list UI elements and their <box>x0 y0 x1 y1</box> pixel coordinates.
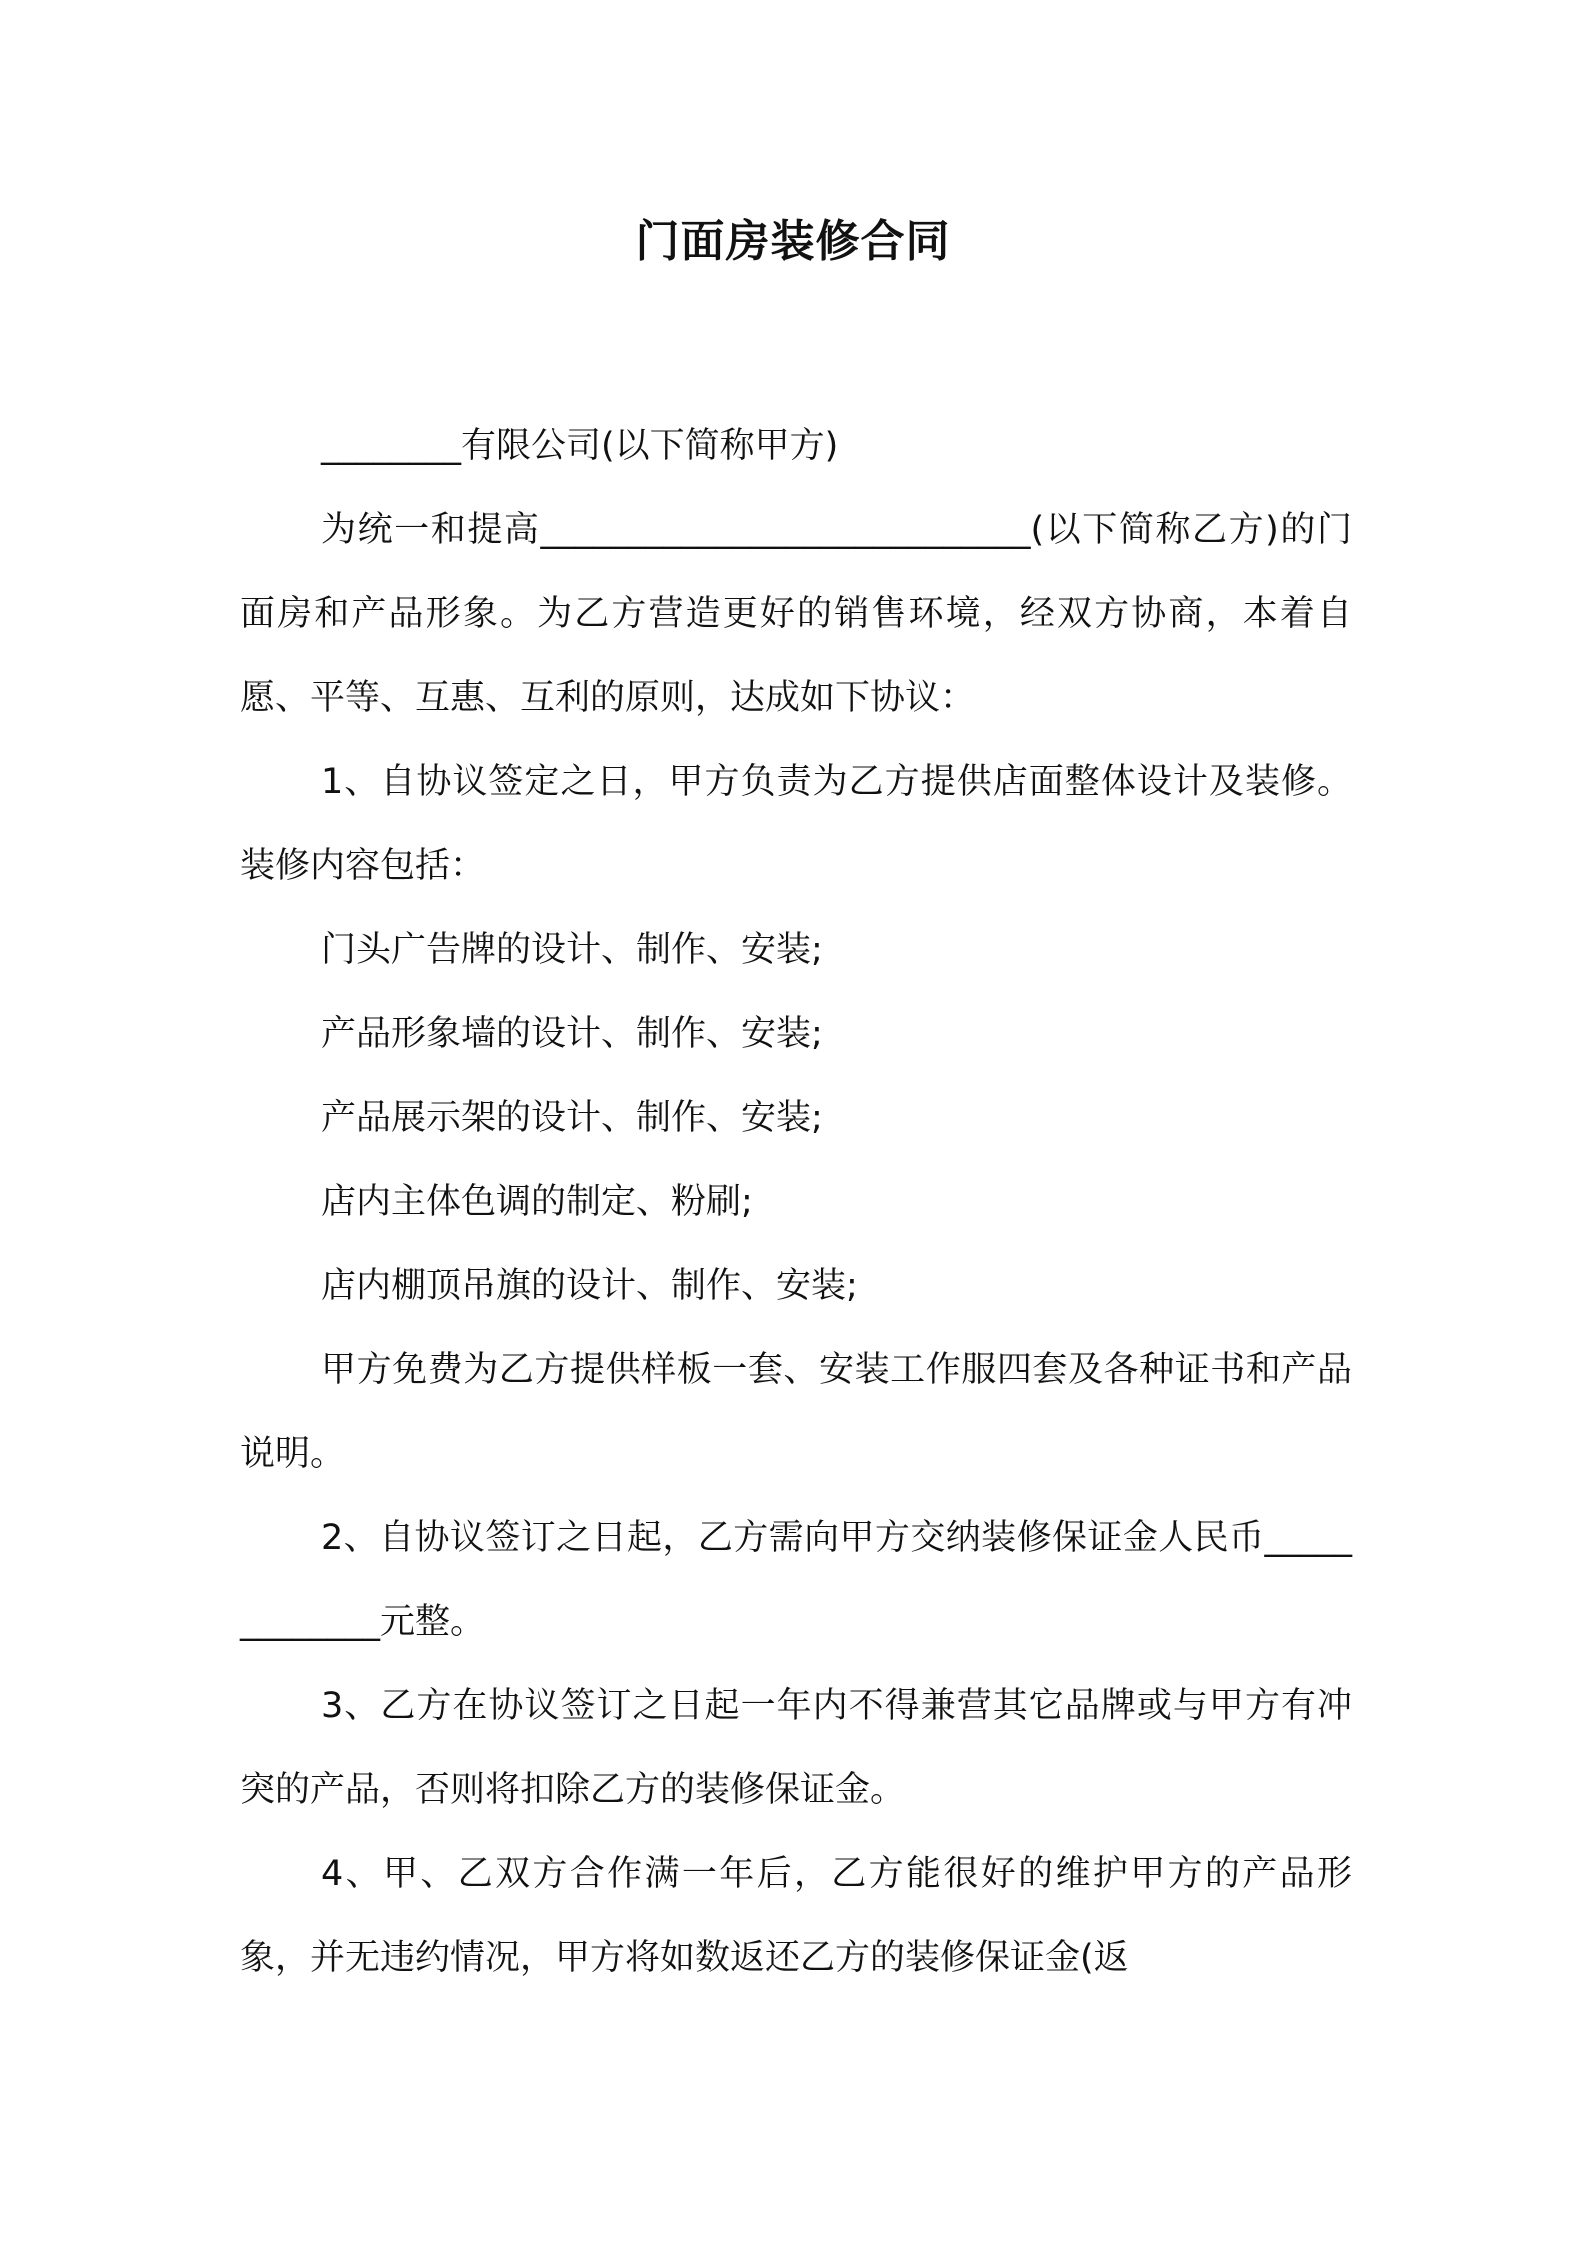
list-item-ceiling-flags: 店内棚顶吊旗的设计、制作、安装; <box>321 1266 858 1306</box>
list-item-display-rack: 产品展示架的设计、制作、安装; <box>321 1098 823 1138</box>
paragraph-clause-2: 2、自协议签订之日起，乙方需向甲方交纳装修保证金人民币_____________元整。 <box>240 1518 1352 1642</box>
paragraph-clause-3: 3、乙方在协议签订之日起一年内不得兼营其它品牌或与甲方有冲突的产品，否则将扣除乙方的装修保证金。 <box>240 1686 1352 1810</box>
paragraph-free-samples: 甲方免费为乙方提供样板一套、安装工作服四套及各种证书和产品说明。 <box>240 1350 1352 1474</box>
paragraph-party-a: ________有限公司(以下简称甲方) <box>321 426 839 466</box>
paragraph-clause-1: 1、自协议签定之日，甲方负责为乙方提供店面整体设计及装修。装修内容包括： <box>240 762 1352 886</box>
list-item-image-wall: 产品形象墙的设计、制作、安装; <box>321 1014 823 1054</box>
paragraph-preamble: 为统一和提高____________________________(以下简称乙方)的门面房和产品形象。为乙方营造更好的销售环境，经双方协商，本着自愿、平等、互惠、互利的原则，达成如下协议： <box>240 510 1352 718</box>
list-item-signboard: 门头广告牌的设计、制作、安装; <box>321 930 823 970</box>
document-title: 门面房装修合同 <box>635 216 951 267</box>
document-body <box>240 404 1352 2000</box>
list-item-color-tone: 店内主体色调的制定、粉刷; <box>321 1182 753 1222</box>
paragraph-clause-4: 4、甲、乙双方合作满一年后，乙方能很好的维护甲方的产品形象，并无违约情况，甲方将如数返还乙方的装修保证金(返 <box>240 1854 1352 1978</box>
